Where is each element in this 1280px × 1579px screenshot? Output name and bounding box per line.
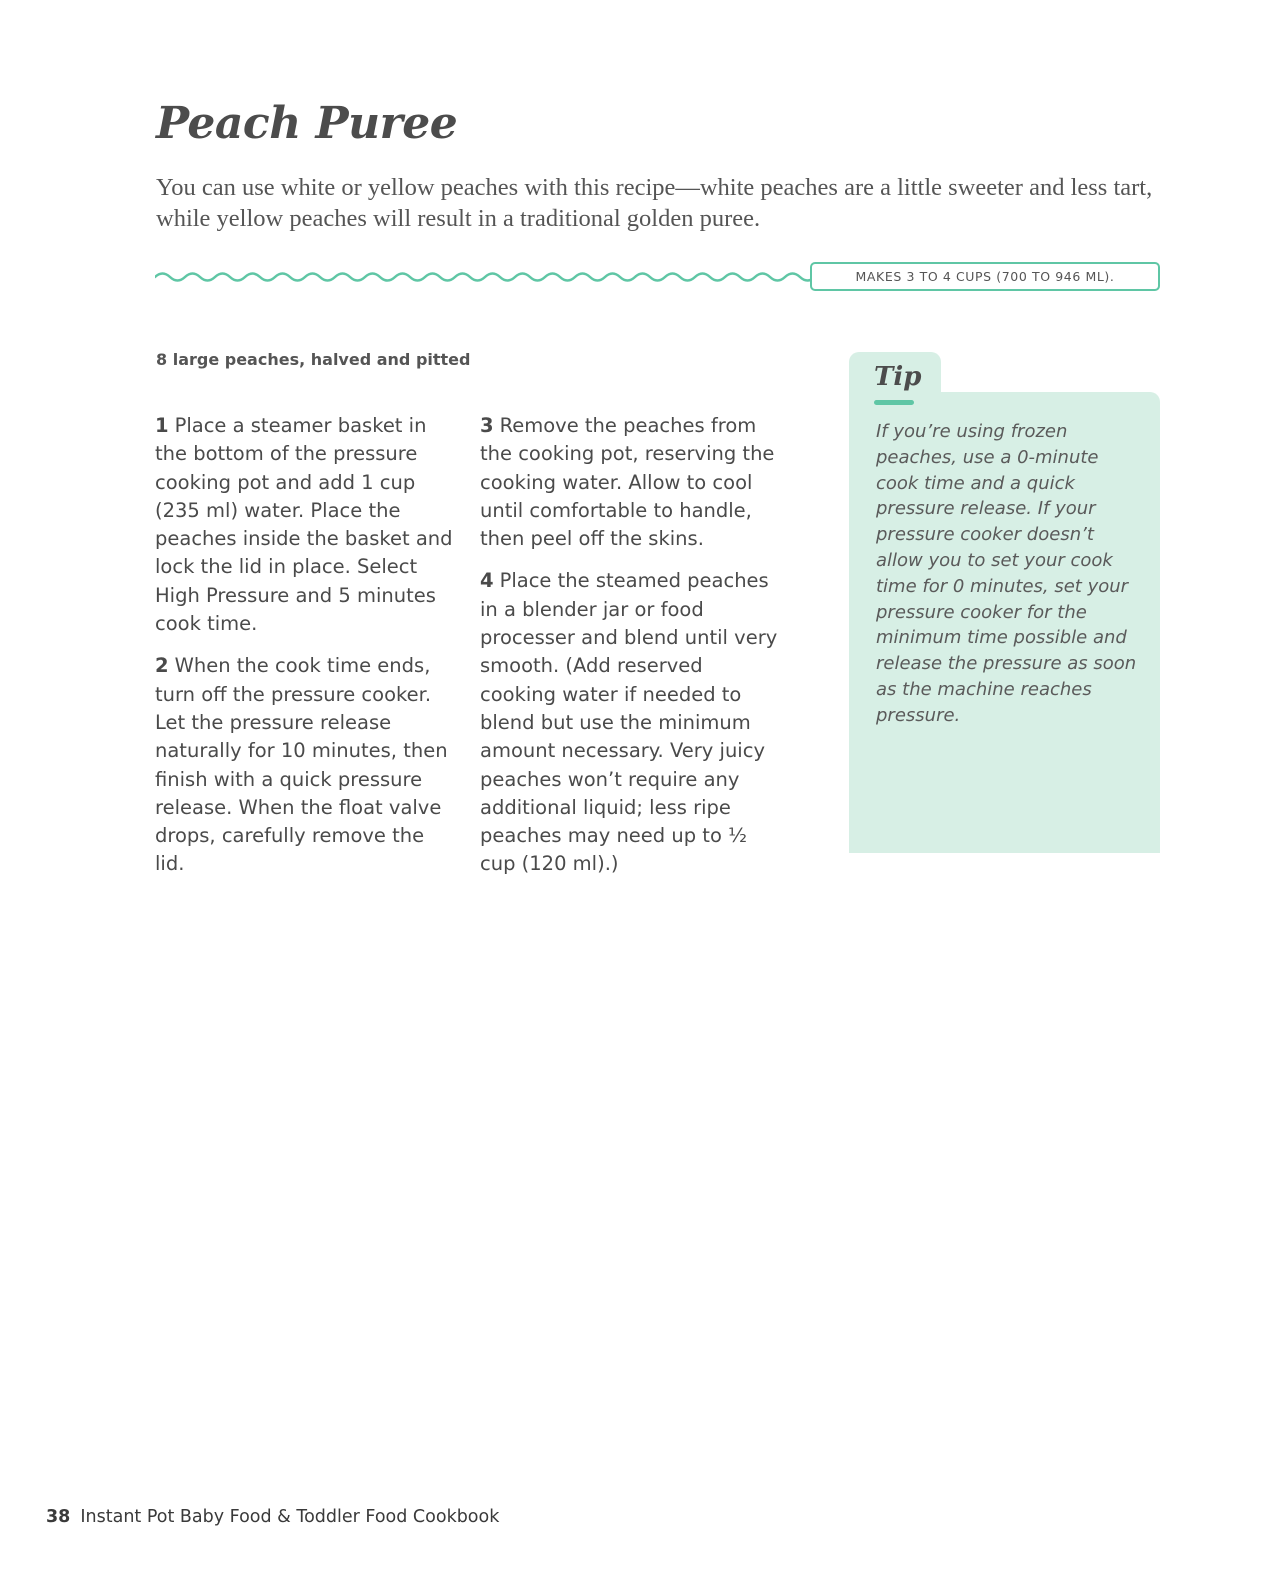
yield-divider [155,262,1160,292]
step-text: Remove the peaches from the cooking pot, reserving the cooking water. Allow to cool until comfortable to handle, then peel off the skins. [480,414,775,551]
step-item [480,412,780,553]
wavy-line-decoration [155,266,815,288]
steps-column-right [480,412,780,893]
yield-badge: MAKES 3 TO 4 CUPS (700 TO 946 ML). [810,262,1160,291]
tip-heading: Tip [874,362,922,392]
recipe-intro: You can use white or yellow peaches with this recipe—white peaches are a little sweeter and less tart, while yellow peaches will result in a traditional golden puree. [156,174,1153,232]
page-title: Peach Puree [156,98,458,149]
step-text: Place a steamer basket in the bottom of the pressure cooking pot and add 1 cup (235 ml) water. Place the peaches inside the basket and lock the lid in place. Select High Pressure and 5 minutes cook time. [155,414,453,636]
step-text: When the cook time ends, turn off the pressure cooker. Let the pressure release naturally for 10 minutes, then finish with a quick pressure release. When the float valve drops, carefully remove the lid. [155,654,448,876]
step-number: 2 [155,654,169,678]
step-item [480,567,780,878]
tip-text: If you’re using frozen peaches, use a 0-minute cook time and a quick pressure release. If your pressure cooker doesn’t allow you to set your cook time for 0 minutes, set your pressure cooker for the minimum time possible and release the pressure as soon as the machine reaches pressure. [876,421,1137,726]
ingredient-list [156,350,470,369]
tip-underline-decoration [874,400,914,405]
book-title: Instant Pot Baby Food & Toddler Food Cookbook [80,1507,500,1527]
step-item [155,652,455,878]
page-footer [46,1507,499,1527]
step-number: 1 [155,414,169,437]
step-number: 4 [480,569,494,593]
page-number: 38 [46,1507,71,1527]
ingredient-item: 8 large peaches, halved and pitted [156,350,471,369]
step-text: Place the steamed peaches in a blender jar or food processer and blend until very smooth. (Add reserved cooking water if needed to blend but use the minimum amount necessary. Very juicy peaches won’t require any additional liquid; less ripe peaches may need up to ½ cup (120 ml).) [480,569,778,876]
steps-column-left [155,412,455,893]
step-item [155,412,455,638]
step-number: 3 [480,414,494,437]
